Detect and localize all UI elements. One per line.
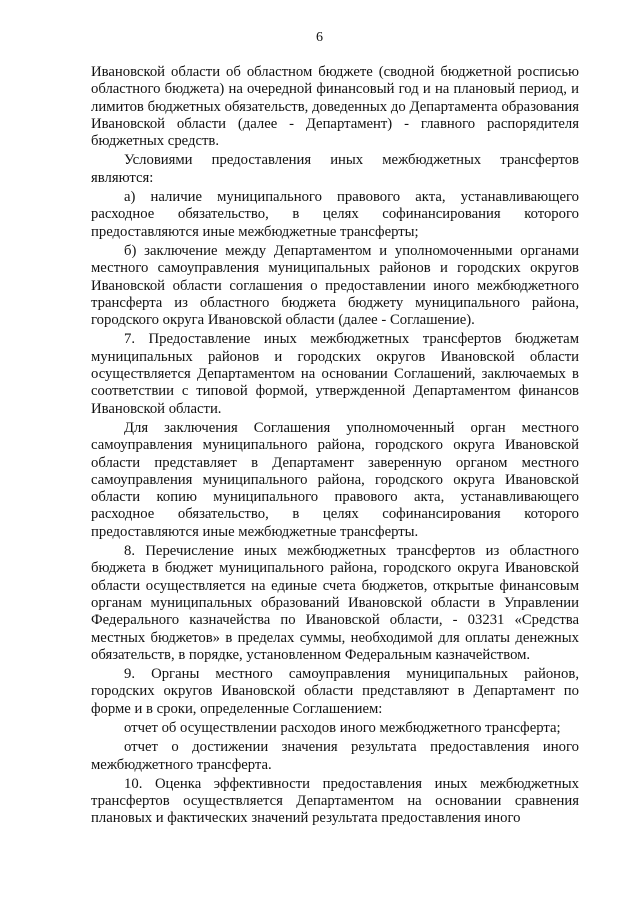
paragraph-item-9: 9. Органы местного самоуправления муниципальных районов, городских округов Ивановской области представляют в Департамент по форме и в сроки, определенные Соглашением:	[91, 666, 579, 717]
paragraph-item-10: 10. Оценка эффективности предоставления иных межбюджетных трансфертов осуществляется Департаментом на основании сравнения плановых и фактических значений результата предоставления иного	[91, 775, 579, 827]
paragraph-continuation: Ивановской области об областном бюджете (сводной бюджетной росписью областного бюджета) на очередной финансовый год и на плановый период, и лимитов бюджетных обязательств, доведенных до Департамента образования Ивановской области (далее - Департамент) - главного распорядителя бюджетных средств.	[91, 64, 579, 150]
paragraph-conditions-intro: Условиями предоставления иных межбюджетных трансфертов являются:	[91, 152, 579, 186]
paragraph-agreement-conclusion: Для заключения Соглашения уполномоченный орган местного самоуправления муниципального района, городского округа Ивановской области представляет в Департамент заверенную органом местного самоуправления муниципального района, городского округа Ивановской области копию муниципального правового акта, устанавливающего расходное обязательство, в целях софинансирования которого предоставляются иные межбюджетные трансферты.	[91, 419, 579, 540]
paragraph-item-8: 8. Перечисление иных межбюджетных трансфертов из областного бюджета в бюджет муниципального района, городского округа Ивановской области осуществляется на единые счета бюджетов, открытые финансовым органам муниципальных образований Ивановской области в Управлении Федерального казначейства по Ивановской области, - 03231 «Средства местных бюджетов» в пределах суммы, необходимой для оплаты денежных обязательств, в порядке, установленном Федеральным казначейством.	[91, 543, 579, 663]
paragraph-condition-a: а) наличие муниципального правового акта, устанавливающего расходное обязательство, в целях софинансирования которого предоставляются иные межбюджетные трансферты;	[91, 189, 579, 240]
paragraph-condition-b: б) заключение между Департаментом и уполномоченными органами местного самоуправления муниципальных районов и городских округов Ивановской области соглашения о предоставлении иного межбюджетного трансферта из областного бюджета бюджету муниципального района, городского округа Ивановской области (далее - Соглашение).	[91, 242, 579, 329]
paragraph-item-7: 7. Предоставление иных межбюджетных трансфертов бюджетам муниципальных районов и городских округов Ивановской области осуществляется Департаментом на основании Соглашений, заключаемых в соответствии с типовой формой, утвержденной Департаментом финансов Ивановской области.	[91, 331, 579, 417]
document-body	[91, 64, 579, 830]
page-number: 6	[316, 30, 323, 45]
paragraph-report-result: отчет о достижении значения результата предоставления иного межбюджетного трансферта.	[91, 739, 579, 773]
paragraph-report-expenses: отчет об осуществлении расходов иного межбюджетного трансферта;	[124, 719, 561, 736]
